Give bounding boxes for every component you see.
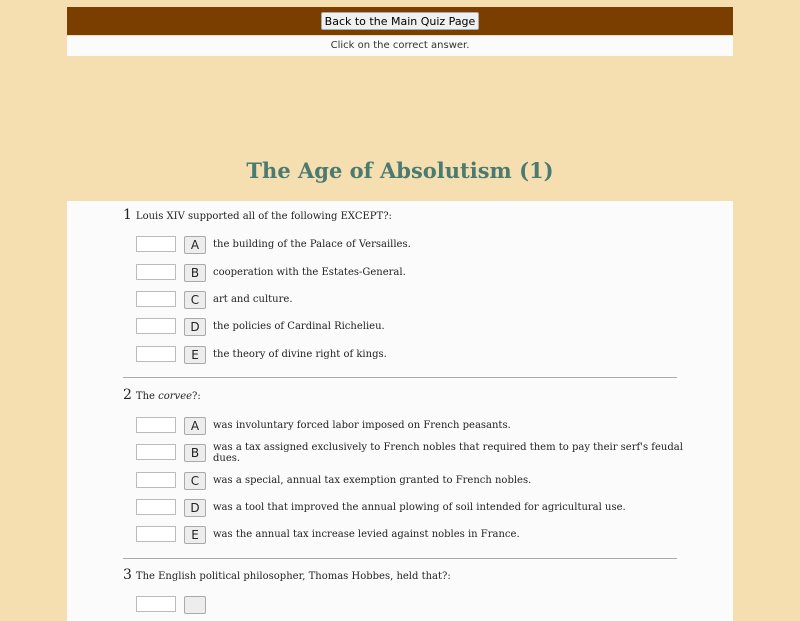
question-prompt: The bbox=[135, 391, 159, 402]
answer-text: was a special, annual tax exemption granted to French nobles. bbox=[213, 475, 532, 486]
question-number: 2 bbox=[123, 387, 132, 403]
answer-a-button[interactable]: A bbox=[184, 236, 206, 254]
answer-box[interactable] bbox=[136, 264, 176, 280]
answer-box[interactable] bbox=[136, 346, 176, 362]
answer-text: cooperation with the Estates-General. bbox=[213, 267, 406, 278]
answer-b-button[interactable]: B bbox=[184, 444, 206, 462]
answer-box[interactable] bbox=[136, 596, 176, 612]
answer-box[interactable] bbox=[136, 472, 176, 488]
question-prompt-end: ?: bbox=[192, 391, 201, 402]
question-3-text bbox=[123, 568, 677, 584]
answer-text: was involuntary forced labor imposed on French peasants. bbox=[213, 420, 511, 431]
answer-text: was the annual tax increase levied against nobles in France. bbox=[213, 529, 520, 540]
answer-d-button[interactable]: D bbox=[184, 499, 206, 517]
answer-a-button[interactable]: A bbox=[184, 417, 206, 435]
answer-box[interactable] bbox=[136, 444, 176, 460]
instruction-text: Click on the correct answer. bbox=[67, 36, 733, 56]
question-divider bbox=[123, 558, 677, 559]
question-divider bbox=[123, 377, 677, 378]
question-2-text bbox=[123, 388, 677, 404]
answer-box[interactable] bbox=[136, 318, 176, 334]
back-to-main-quiz-button[interactable]: Back to the Main Quiz Page bbox=[321, 12, 480, 30]
answer-c-button[interactable]: C bbox=[184, 291, 206, 309]
question-prompt: Louis XIV supported all of the following EXCEPT?: bbox=[135, 211, 392, 222]
answer-c-button[interactable]: C bbox=[184, 472, 206, 490]
answer-text: was a tool that improved the annual plowing of soil intended for agricultural use. bbox=[213, 502, 626, 513]
answer-box[interactable] bbox=[136, 291, 176, 307]
question-1 bbox=[123, 208, 677, 224]
answer-text: the policies of Cardinal Richelieu. bbox=[213, 321, 385, 332]
answer-b-button[interactable]: B bbox=[184, 264, 206, 282]
question-2 bbox=[123, 388, 677, 404]
question-1-text bbox=[123, 208, 677, 224]
answer-box[interactable] bbox=[136, 236, 176, 252]
question-emphasis: corvee bbox=[158, 391, 193, 402]
answer-d-button[interactable]: D bbox=[184, 318, 206, 336]
top-nav-bar bbox=[67, 7, 733, 35]
answer-text: the building of the Palace of Versailles. bbox=[213, 239, 411, 250]
answer-e-button[interactable]: E bbox=[184, 526, 206, 544]
question-number: 3 bbox=[123, 567, 132, 583]
answer-a-button[interactable] bbox=[184, 596, 206, 614]
question-3 bbox=[123, 568, 677, 584]
answer-box[interactable] bbox=[136, 417, 176, 433]
answer-text: art and culture. bbox=[213, 294, 293, 305]
answer-text: the theory of divine right of kings. bbox=[213, 349, 387, 360]
question-number: 1 bbox=[123, 207, 132, 223]
question-prompt: The English political philosopher, Thomas Hobbes, held that?: bbox=[135, 571, 451, 582]
quiz-panel bbox=[67, 201, 733, 621]
answer-box[interactable] bbox=[136, 526, 176, 542]
answer-box[interactable] bbox=[136, 499, 176, 515]
answer-text: was a tax assigned exclusively to French nobles that required them to pay their serf's feudal dues. bbox=[213, 442, 683, 464]
answer-e-button[interactable]: E bbox=[184, 346, 206, 364]
page-title: The Age of Absolutism (1) bbox=[246, 158, 554, 183]
